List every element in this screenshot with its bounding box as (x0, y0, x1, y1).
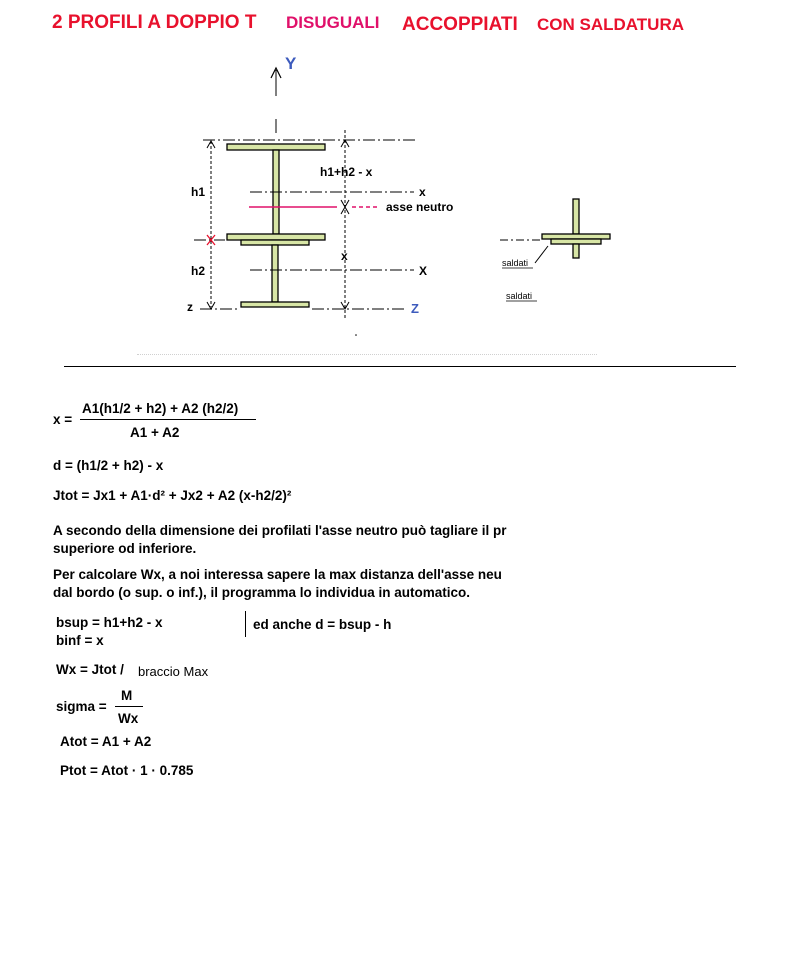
title-part-2: DISUGUALI (286, 13, 380, 32)
sigma-fraction-bar (115, 706, 143, 707)
paragraph-wx (53, 567, 548, 607)
dim-h1: h1 (191, 185, 206, 199)
title-part-4: CON SALDATURA (537, 15, 685, 34)
dim-h1h2x: h1+h2 - x (320, 165, 373, 179)
x-formula-lhs: x = (53, 412, 73, 427)
binf-formula: binf = x (56, 633, 104, 648)
welded-label-1: saldati (502, 258, 529, 268)
sigma-denominator: Wx (118, 711, 139, 726)
x-formula-numerator: A1(h1/2 + h2) + A2 (h2/2) (82, 401, 239, 416)
reference-lines (194, 140, 416, 309)
x-fraction-bar (80, 419, 256, 420)
paragraph-2-line-1: Per calcolare Wx, a noi interessa sapere la max distanza dell'asse neu (53, 567, 502, 582)
sigma-numerator: M (121, 688, 133, 703)
dotted-divider (137, 354, 597, 355)
paragraph-2-line-2: dal bordo (o sup. o inf.), il programma lo individua in automatico. (53, 585, 471, 600)
left-dimensions (207, 141, 215, 309)
dim-h2: h2 (191, 264, 206, 278)
axis-y-label: Y (285, 54, 297, 73)
wx-formula-lhs: Wx = Jtot / (56, 662, 124, 677)
axis-x-top: x (419, 185, 426, 199)
section-divider (64, 366, 736, 367)
x-formula-denominator: A1 + A2 (130, 425, 180, 440)
wx-formula-rhs: braccio Max (138, 664, 209, 679)
jtot-formula: Jtot = Jx1 + A1·d² + Jx2 + A2 (x-h2/2)² (53, 488, 292, 503)
right-dimensions (341, 130, 349, 320)
welded-label-2: saldati (506, 291, 533, 301)
lower-i-beam (241, 240, 309, 307)
d-relation: ed anche d = bsup - h (253, 617, 392, 632)
axis-z-right: Z (411, 301, 419, 316)
title-part-3: ACCOPPIATI (402, 14, 518, 35)
weld-detail (500, 199, 610, 263)
vertical-separator (245, 611, 246, 637)
cross-section-diagram (0, 0, 803, 360)
dim-x-mid: x (341, 249, 348, 263)
neutral-axis-label: asse neutro (386, 200, 454, 214)
d-formula: d = (h1/2 + h2) - x (53, 458, 164, 473)
ptot-formula: Ptot = Atot · 1 · 0.785 (60, 763, 194, 778)
sigma-formula-lhs: sigma = (56, 699, 107, 714)
bsup-formula: bsup = h1+h2 - x (56, 615, 163, 630)
axis-z-left: z (187, 300, 193, 314)
axis-x-bottom: X (419, 264, 428, 278)
paragraph-1-line-2: superiore od inferiore. (53, 541, 197, 556)
y-axis (271, 68, 281, 133)
atot-formula: Atot = A1 + A2 (60, 734, 152, 749)
title-part-1: 2 PROFILI A DOPPIO T (52, 12, 257, 33)
paragraph-neutral-axis (53, 523, 548, 563)
paragraph-1-line-1: A secondo della dimensione dei profilati l'asse neutro può tagliare il pr (53, 523, 507, 538)
